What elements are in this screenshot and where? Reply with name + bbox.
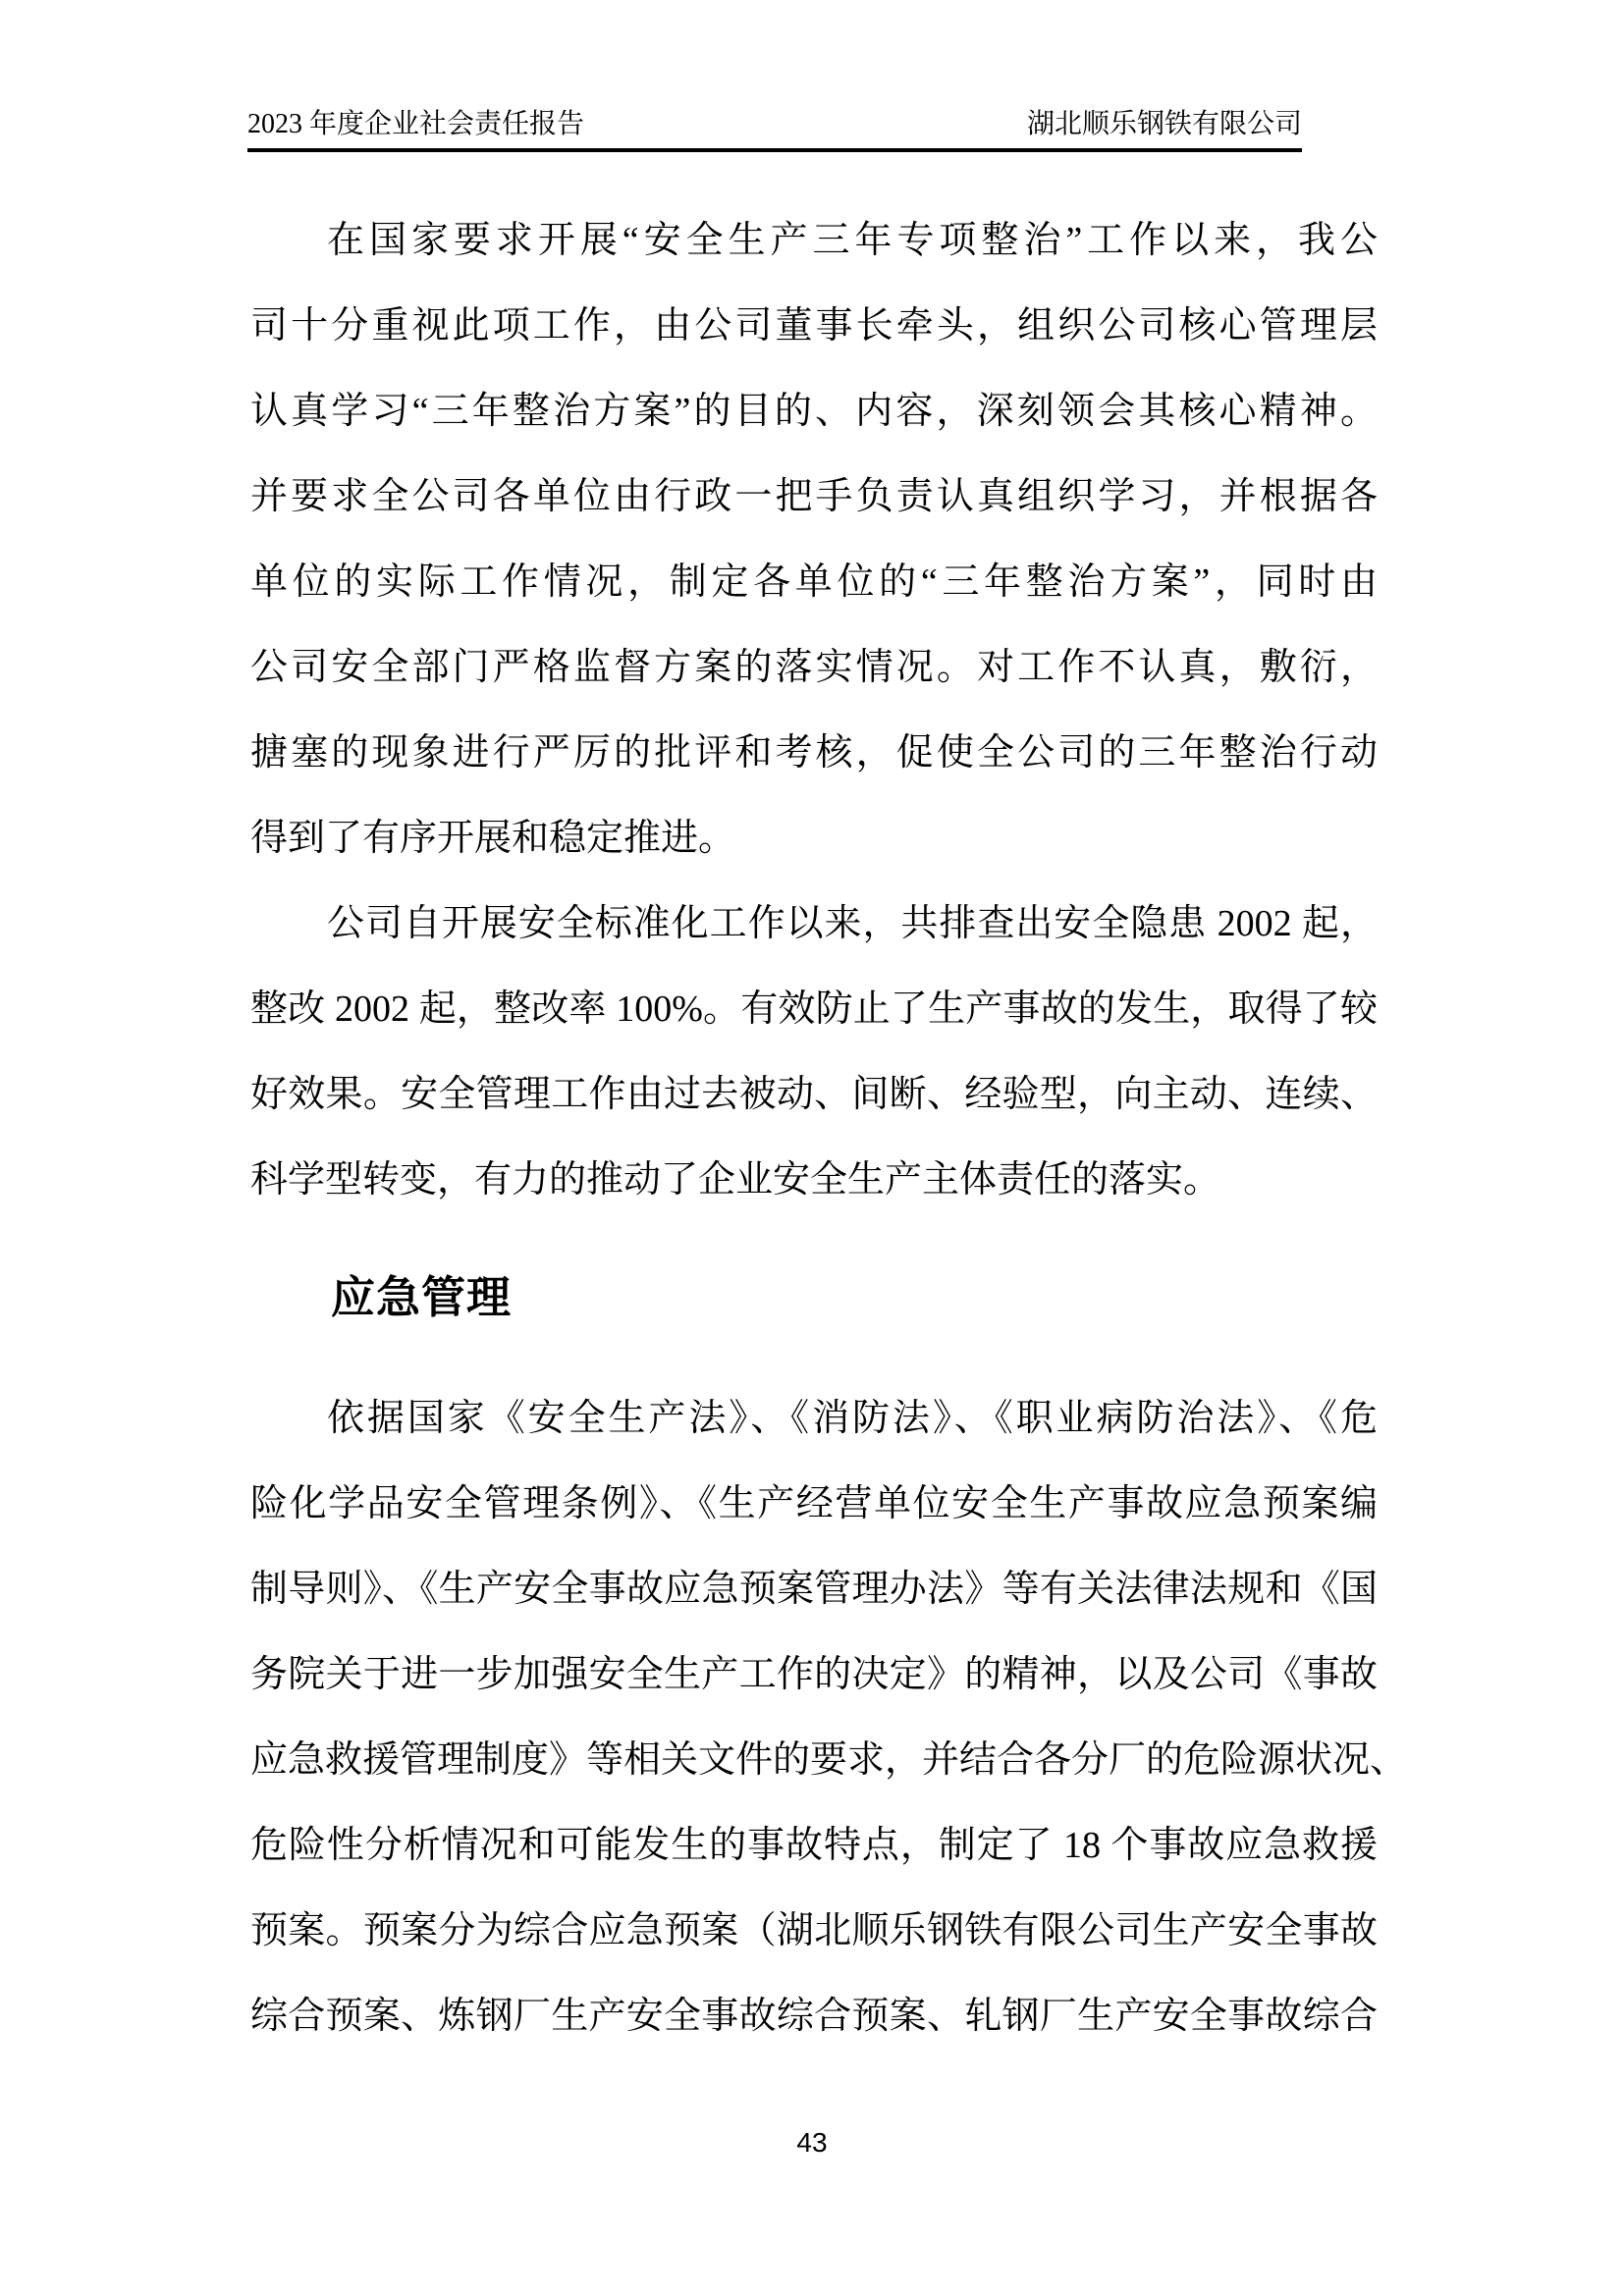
text-line: 险化学品安全管理条例》、《生产经营单位安全生产事故应急预案编 (250, 1483, 1378, 1524)
page-body (250, 198, 1408, 2059)
text-line: 搪塞的现象进行严厉的批评和考核，促使全公司的三年整治行动 (250, 732, 1378, 774)
section-heading-emergency-management: 应急管理 (331, 1272, 513, 1322)
text-line: 务院关于进一步加强安全生产工作的决定》的精神，以及公司《事故 (250, 1654, 1378, 1695)
text-line: 应急救援管理制度》等相关文件的要求，并结合各分厂的危险源状况、 (250, 1739, 1408, 1781)
text-line: 制导则》、《生产安全事故应急预案管理办法》等有关法律法规和《国 (250, 1569, 1378, 1610)
text-line: 整改 2002 起，整改率 100%。有效防止了生产事故的发生，取得了较 (250, 988, 1378, 1030)
page-header (247, 108, 1302, 152)
text-line: 预案。预案分为综合应急预案（湖北顺乐钢铁有限公司生产安全事故 (250, 1910, 1378, 1951)
body-paragraph-standardization-results (250, 881, 1378, 1223)
text-line: 危险性分析情况和可能发生的事故特点，制定了 18 个事故应急救援 (250, 1825, 1378, 1866)
page-number: 43 (796, 2127, 828, 2158)
page-footer (0, 2126, 1624, 2160)
text-line: 并要求全公司各单位由行政一把手负责认真组织学习，并根据各 (250, 476, 1378, 517)
text-line: 依据国家《安全生产法》、《消防法》、《职业病防治法》、《危 (327, 1398, 1378, 1439)
text-line: 公司自开展安全标准化工作以来，共排查出安全隐患 2002 起， (327, 903, 1378, 944)
body-paragraph-safety-rectification (250, 198, 1378, 881)
body-paragraph-emergency-plans (250, 1376, 1408, 2059)
text-line: 在国家要求开展“安全生产三年专项整治”工作以来，我公 (327, 220, 1378, 261)
header-report-title: 2023 年度企业社会责任报告 (247, 109, 585, 139)
text-line: 综合预案、炼钢厂生产安全事故综合预案、轧钢厂生产安全事故综合 (250, 1996, 1378, 2037)
text-line: 单位的实际工作情况，制定各单位的“三年整治方案”，同时由 (250, 561, 1378, 603)
text-line: 得到了有序开展和稳定推进。 (250, 818, 736, 859)
text-line: 公司安全部门严格监督方案的落实情况。对工作不认真，敷衍， (250, 647, 1378, 688)
text-line: 认真学习“三年整治方案”的目的、内容，深刻领会其核心精神。 (250, 391, 1378, 432)
text-line: 司十分重视此项工作，由公司董事长牵头，组织公司核心管理层 (250, 305, 1378, 347)
text-line: 好效果。安全管理工作由过去被动、间断、经验型，向主动、连续、 (250, 1074, 1378, 1115)
header-company-name: 湖北顺乐钢铁有限公司 (1026, 109, 1302, 139)
text-line: 科学型转变，有力的推动了企业安全生产主体责任的落实。 (250, 1159, 1221, 1201)
